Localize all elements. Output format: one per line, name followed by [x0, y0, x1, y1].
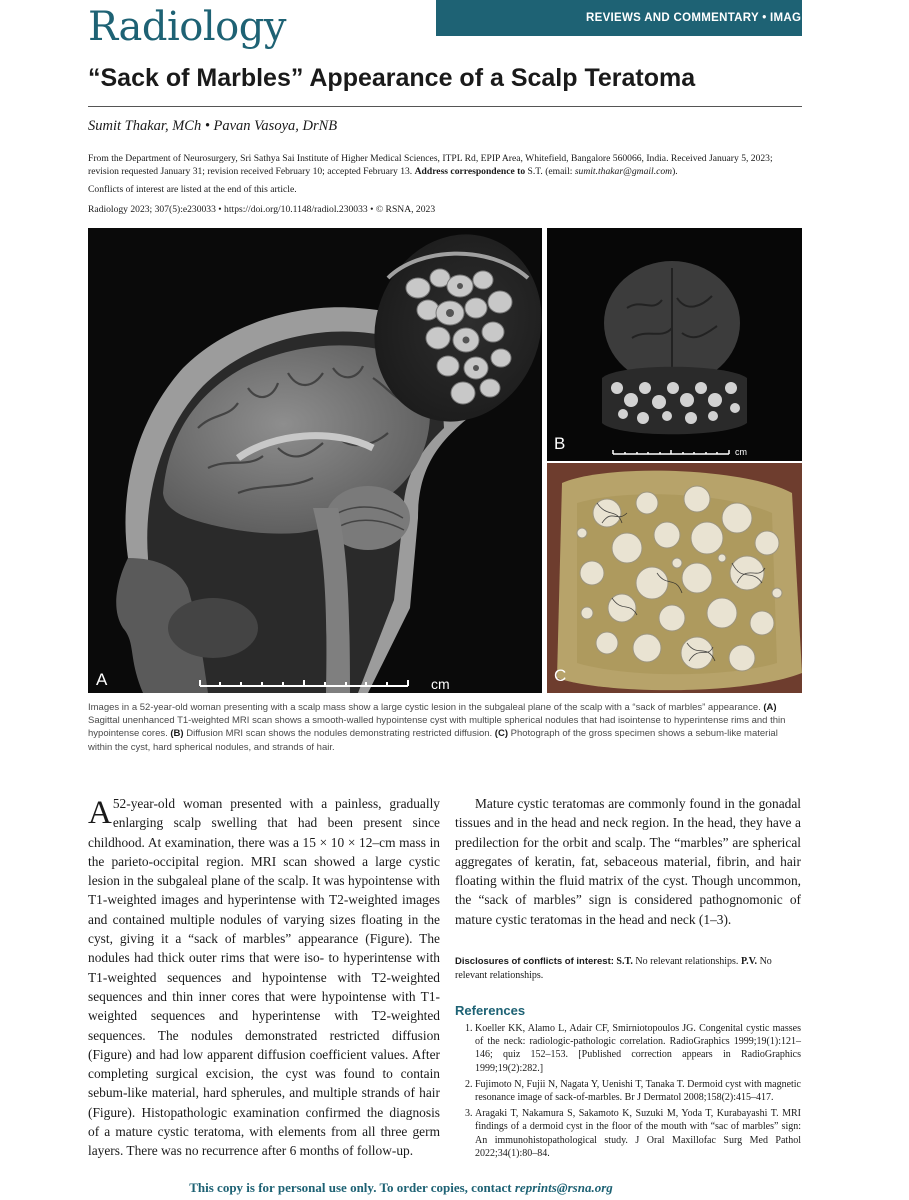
body-column-left	[88, 794, 440, 1161]
affiliation-text: From the Department of Neurosurgery, Sri Sathya Sai Institute of Higher Medical Sciences, ITPL Rd, EPIP Area, Whitefield, Bangalore 560066, India. Received January 5, 2023; revision requested January 31; revision received February 10; accepted February 13.	[88, 153, 773, 177]
caption-label-b: (B)	[170, 728, 184, 740]
caption-text-c: Photograph of the gross specimen shows a sebum-like material within the cyst, hard spherical nodules, and strands of hair.	[88, 728, 778, 753]
caption-text-a: Sagittal unenhanced T1-weighted MRI scan shows a smooth-walled hypointense cyst with multiple spherical nodules that had isointense to hyperintense rims and thin hypointense cores.	[88, 715, 786, 740]
citation-line[interactable]: Radiology 2023; 307(5):e230033 • https://doi.org/10.1148/radiol.230033 • © RSNA, 2023	[88, 204, 436, 215]
body-paragraph-right: Mature cystic teratomas are commonly found in the gonadal tissues and in the head and neck region. In the head, they have a predilection for the orbit and scalp. The “marbles” are spherical aggregates of keratin, fat, sebaceous material, fibrin, and hair floating within the fluid matrix of the cyst. Though uncommon, the “sack of marbles” sign is considered pathognomonic of mature cystic teratomas in the head and neck (1–3).	[455, 796, 801, 927]
journal-logo: Radiology	[88, 4, 286, 50]
article-title: “Sack of Marbles” Appearance of a Scalp Teratoma	[88, 64, 696, 92]
caption-intro: Images in a 52-year-old woman presenting with a scalp mass show a large cystic lesion in the subgaleal plane of the scalp with a “sack of marbles” appearance.	[88, 702, 761, 713]
correspondence-email[interactable]: sumit.thakar@gmail.com	[574, 166, 673, 177]
disclosure-pv-label: P.V.	[740, 956, 758, 967]
reference-item: 2. Fujimoto N, Fujii N, Nagata Y, Uenishi T, Tanaka T. Dermoid cyst with magnetic resonance image of sack-of-marbles. Br J Dermatol 2008;158(2):415–417.	[475, 1078, 801, 1104]
panel-label-a: A	[96, 670, 108, 689]
title-divider	[88, 106, 802, 107]
affiliation	[88, 152, 788, 178]
footer-email-link[interactable]: reprints@rsna.org	[514, 1180, 613, 1195]
conflicts-note: Conflicts of interest are listed at the end of this article.	[88, 184, 297, 195]
disclosure-pv-text: No relevant relationships.	[455, 956, 772, 981]
disclosure-st-label: S.T.	[616, 956, 633, 967]
footer-notice	[0, 1180, 802, 1196]
dropcap-letter: A	[88, 795, 112, 831]
references-heading: References	[455, 1003, 526, 1018]
reference-item: 1. Koeller KK, Alamo L, Adair CF, Smirniotopoulos JG. Congenital cystic masses of the neck: radiologic-pathologic correlation. RadioGraphics 1999;19(1):121–146; quiz 152–153. [Published correction appears in RadioGraphics 1999;19(2):282.]	[475, 1022, 801, 1075]
caption-label-c: (C)	[494, 728, 508, 740]
correspondence-closing: ).	[672, 166, 678, 177]
figure-panel-b-mri-diffusion	[547, 228, 802, 461]
section-banner: REVIEWS AND COMMENTARY • IMAGES IN RADIOLOGY	[436, 0, 802, 36]
scale-unit-a: cm	[431, 676, 450, 692]
reference-item: 3. Aragaki T, Nakamura S, Sakamoto K, Suzuki M, Yoda T, Kurabayashi T. MRI findings of a dermoid cyst in the floor of the mouth with “sac of marbles” sign: An immunohistopathological study. J Oral Maxillofac Surg Med Pathol 2022;34(1):80–84.	[475, 1107, 801, 1160]
references-list	[475, 1022, 801, 1163]
panel-label-c: C	[554, 666, 567, 685]
correspondence-label: Address correspondence to	[414, 166, 526, 177]
figure-panel-a-mri-sagittal	[88, 228, 542, 693]
figure-panel-c-gross-specimen	[547, 463, 802, 693]
correspondence-text: S.T. (email:	[527, 166, 573, 177]
figure-caption	[88, 701, 800, 754]
disclosures-label: Disclosures of conflicts of interest:	[455, 956, 614, 967]
mri-sagittal-image	[88, 228, 542, 693]
mri-diffusion-image	[547, 228, 802, 461]
gross-specimen-photo	[547, 463, 802, 693]
panel-label-b: B	[554, 434, 566, 453]
author-list: Sumit Thakar, MCh • Pavan Vasoya, DrNB	[88, 118, 338, 134]
caption-label-a: (A)	[763, 702, 777, 713]
footer-text: This copy is for personal use only. To order copies, contact	[189, 1180, 512, 1195]
disclosure-st-text: No relevant relationships.	[635, 956, 739, 967]
caption-text-b: Diffusion MRI scan shows the nodules demonstrating restricted diffusion.	[186, 728, 493, 740]
scale-unit-b: cm	[735, 447, 747, 457]
body-paragraph-left: 52-year-old woman presented with a painless, gradually enlarging scalp swelling that had been present since childhood. At examination, there was a 15 × 10 × 12–cm mass in the parieto-occipital region. MRI scan showed a large cystic lesion in the subgaleal plane of the scalp. It was hypointense with T1-weighted images and hyperintense with T2-weighted images and contained multiple nodules of varying sizes floating in the cyst, giving it a “sack of marbles” appearance (Figure). The nodules had thick outer rims that were iso- to hyperintense with T1-weighted sequences and hypointense with T2-weighted sequences and thin inner cores that were hypointense with T1-weighted sequences and hyperintense with T2-weighted sequences. The nodules demonstrated restricted diffusion (Figure) and had low apparent diffusion coefficient values. After completing surgical excision, the cyst was found to contain sebum-like material, hard spherules, and multiple strands of hair (Figure). Histopathologic examination confirmed the diagnosis of a mature cystic teratoma, with elements from all three germ layers. There was no recurrence after 6 months of follow-up.	[88, 796, 440, 1159]
disclosures	[455, 955, 801, 983]
